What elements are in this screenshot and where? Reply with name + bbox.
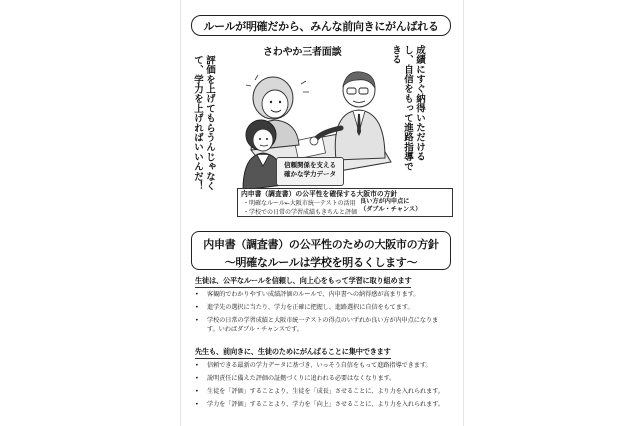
list-item: • 学力を「評価」することより、学力を「向上」させることに、より力を入れられます。 [197,401,449,410]
students-section-heading: 生徒は、公平なルールを信頼し、向上心をもって学習に取り組めます [195,276,411,288]
main-heading-box [191,231,451,270]
meeting-title: さわやか三者面談 [263,47,342,58]
trust-line-1: 信頼関係を支える [284,161,336,169]
student-speech: 評価を上げてもらうんじゃなくて、学力を上げればいいんだ！ [192,55,215,191]
teachers-section-heading: 先生も、前向きに、生徒のためにがんばることに集中できます [195,347,391,359]
list-item: • 生徒を「評価」することより、生徒を「成長」させることに、より力を入れられます。 [197,388,449,397]
policy-brace-note [360,198,421,214]
list-item: • 説明責任に備えた評価の証拠づくりに追われる必要はなくなります。 [197,375,449,384]
policy-item: ・学校での日常の学習成績もきちんと評価 [243,209,358,216]
teacher-speech: 成績にすぐ納得いただけるし、自信をもって進路指導できる [390,45,425,172]
list-item: • 客観的でわかりやすい成績評価のルールで、内申書への納得感が高まります。 [197,291,449,300]
leaflet-page [180,0,464,426]
policy-heading: 内申書（調査書）の公平性を確保する大阪市の方針 [241,190,398,198]
brace-line-2: （ダブル・チャンス） [360,206,422,213]
brace-line-1: 良い方が内申点に [360,198,410,205]
main-heading-line-2: 〜明確なルールは学校を明るくします〜 [224,256,418,269]
main-heading-line-1: 内申書（調査書）の公平性のための大阪市の方針 [203,238,439,251]
list-item: • 信頼できる最新の学力データに基づき、いっそう自信をもって進路指導できます。 [197,362,449,371]
trust-data-label [276,157,344,186]
list-item: • 進学先の選択に当たり、学力を正確に把握し、進路選択に自信をもてます。 [197,304,449,313]
trust-line-2: 確かな学力データ [284,170,336,178]
page-title: ルールが明確だから、みんな前向きにがんばれる [191,15,451,36]
list-item: • 学校の日常の学習成績と大阪市統一テストの得点のいずれか良い方が内申点になります。いわばダブル・チャンスです。 [197,317,449,334]
policy-item: ・明確なルール←大阪市統一テストの活用 [243,200,356,207]
